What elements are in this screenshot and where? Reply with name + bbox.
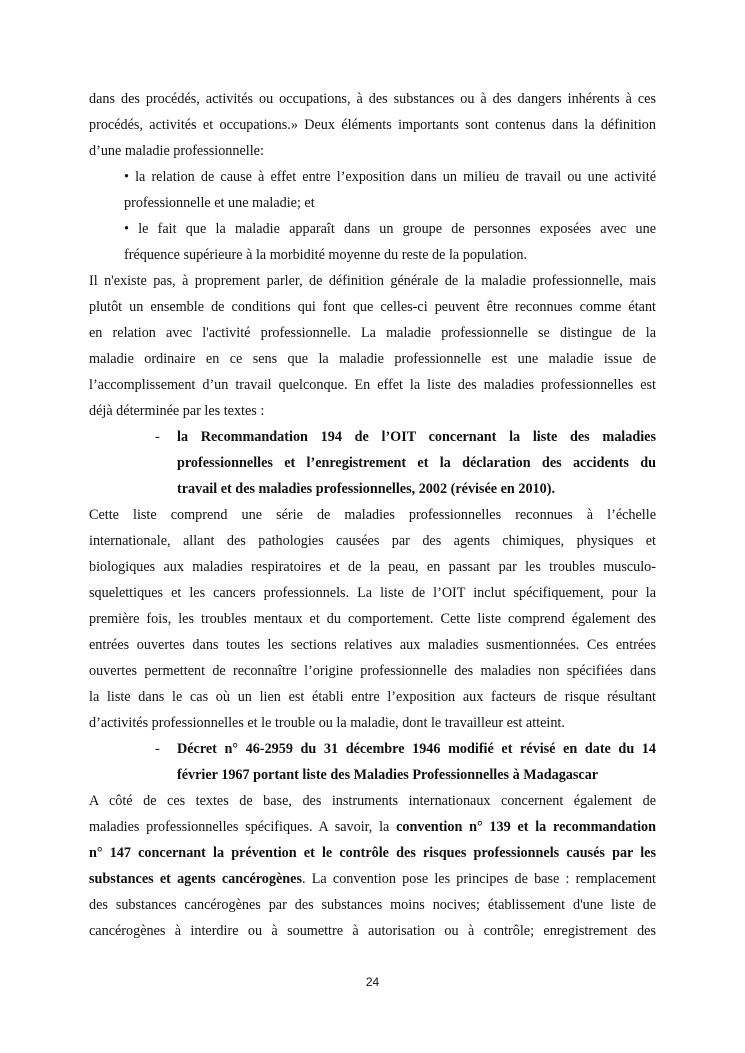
text-line: travail et des maladies professionnelles, 2002 (révisée en 2010).: [177, 481, 556, 497]
text-line: plutôt un ensemble de conditions qui font que celles-ci peuvent être reconnues comme étant: [89, 299, 656, 315]
text-run: . La convention pose les principes de base : remplacement: [302, 871, 656, 887]
dash-marker: -: [155, 429, 160, 445]
text-line: la Recommandation 194 de l’OIT concernant la liste des maladies: [177, 429, 656, 445]
text-line: d’activités professionnelles et le trouble ou la maladie, dont le travailleur est atteint.: [89, 715, 565, 731]
dash-marker: -: [155, 741, 160, 757]
text-line: ouvertes permettent de reconnaître l’origine professionnelle des maladies non spécifiées dans: [89, 663, 656, 679]
text-line: première fois, les troubles mentaux et du comportement. Cette liste comprend également des: [89, 611, 656, 627]
text-line: biologiques aux maladies respiratoires et de la peau, en passant par les troubles musculo-: [89, 559, 656, 575]
text-line: Décret n° 46-2959 du 31 décembre 1946 modifié et révisé en date du 14: [177, 741, 656, 757]
text-line: en relation avec l'activité professionnelle. La maladie professionnelle se distingue de la: [89, 325, 656, 341]
text-line: février 1967 portant liste des Maladies Professionnelles à Madagascar: [177, 767, 599, 783]
text-line-mixed: [89, 866, 656, 892]
text-line: internationale, allant des pathologies causées par des agents chimiques, physiques et: [89, 533, 656, 549]
text-run: maladies professionnelles spécifiques. A savoir, la: [89, 819, 390, 835]
text-line: squelettiques et les cancers professionnels. La liste de l’OIT inclut spécifiquement, pour la: [89, 585, 656, 601]
text-line: n° 147 concernant la prévention et le contrôle des risques professionnels causés par les: [89, 845, 656, 861]
body-text: [89, 86, 656, 944]
text-line: A côté de ces textes de base, des instruments internationaux concernent également de: [89, 793, 656, 809]
text-line: Cette liste comprend une série de maladies professionnelles reconnues à l’échelle: [89, 507, 656, 523]
text-line: Il n'existe pas, à proprement parler, de définition générale de la maladie professionnelle, mais: [89, 273, 656, 289]
text-line: procédés, activités et occupations.» Deux éléments importants sont contenus dans la définition: [89, 117, 656, 133]
text-line: l’accomplissement d’un travail quelconque. En effet la liste des maladies professionnelles est: [89, 377, 656, 393]
text-run-bold: convention n° 139 et la recommandation: [396, 819, 657, 835]
dash-item-recommandation-194: [89, 424, 656, 450]
bullet-line: • le fait que la maladie apparaît dans un groupe de personnes exposées avec une: [124, 221, 656, 237]
text-line-mixed: [89, 814, 656, 840]
page-number: 24: [365, 975, 380, 989]
text-line: professionnelles et l’enregistrement et la déclaration des accidents du: [177, 455, 656, 471]
text-line: dans des procédés, activités ou occupations, à des substances ou à des dangers inhérents à ces: [89, 91, 656, 107]
dash-item-decret: [89, 736, 656, 762]
text-line: déjà déterminée par les textes :: [89, 403, 265, 419]
text-line: entrées ouvertes dans toutes les sections relatives aux maladies susmentionnées. Ces entrées: [89, 637, 656, 653]
text-line: la liste dans le cas où un lien est établi entre l’exposition aux facteurs de risque résultant: [89, 689, 656, 705]
text-line: cancérogènes à interdire ou à soumettre à autorisation ou à contrôle; enregistrement des: [89, 923, 656, 939]
bullet-line: • la relation de cause à effet entre l’exposition dans un milieu de travail ou une activité: [124, 169, 656, 185]
text-line: maladie ordinaire en ce sens que la maladie professionnelle est une maladie issue de: [89, 351, 656, 367]
text-line: d’une maladie professionnelle:: [89, 143, 264, 159]
text-run-bold: substances et agents cancérogènes: [89, 871, 302, 887]
bullet-line: professionnelle et une maladie; et: [124, 195, 315, 211]
text-line: des substances cancérogènes par des substances moins nocives; établissement d'une liste de: [89, 897, 656, 913]
bullet-line: fréquence supérieure à la morbidité moyenne du reste de la population.: [124, 247, 528, 263]
